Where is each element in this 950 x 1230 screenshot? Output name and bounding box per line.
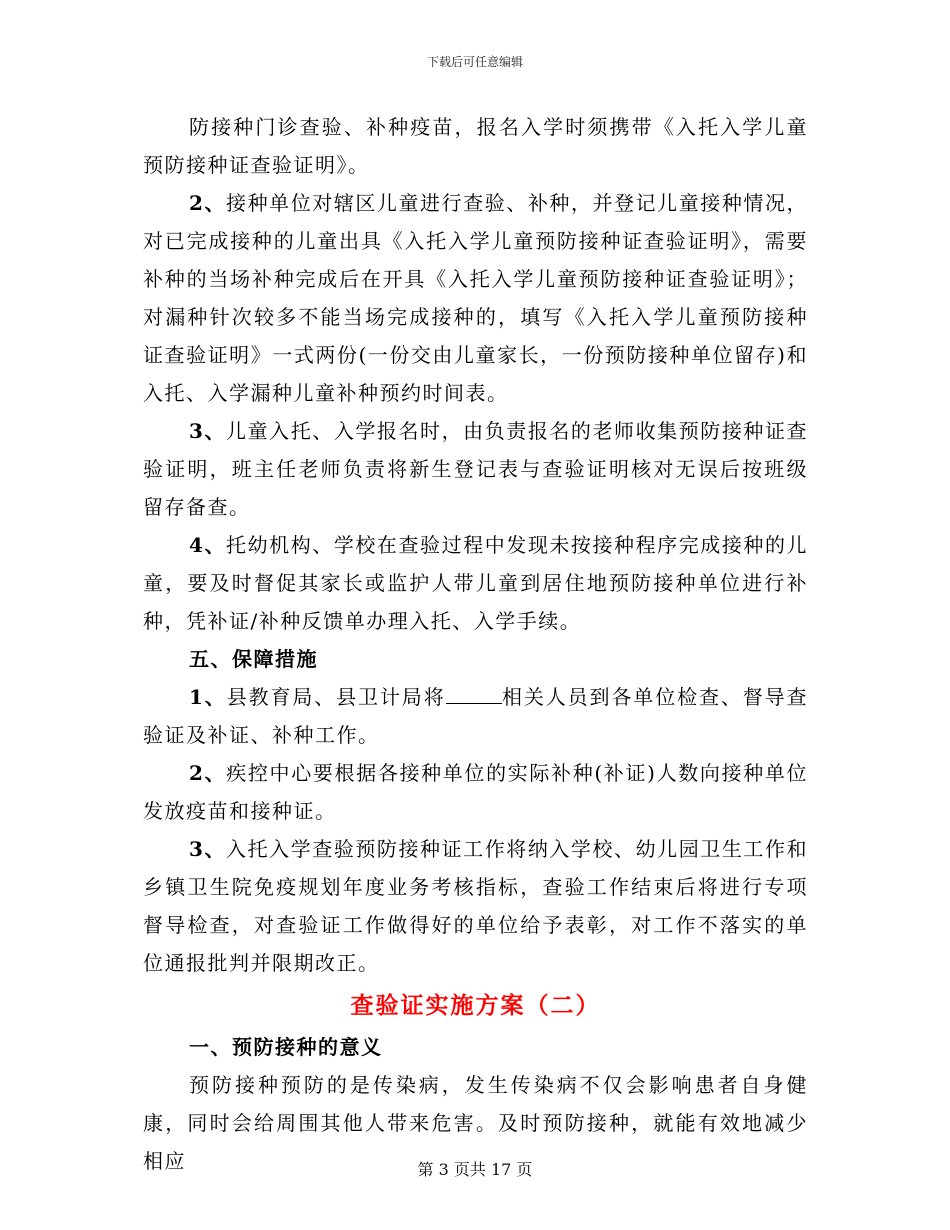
item-number: 3、	[189, 837, 227, 861]
item-number: 1、	[189, 685, 227, 709]
section-heading-significance: 一、预防接种的意义	[189, 1035, 383, 1059]
document-body	[143, 108, 808, 1180]
item-number: 4、	[189, 533, 227, 557]
item-text-before-blank: 县教育局、县卫计局将	[226, 685, 446, 709]
safeguard-item-3	[143, 830, 808, 982]
paragraph-significance: 预防接种预防的是传染病，发生传染病不仅会影响患者自身健康，同时会给周围其他人带来危害。及时预防接种，就能有效地减少相应	[143, 1073, 808, 1173]
paragraph-continuation: 防接种门诊查验、补种疫苗，报名入学时须携带《入托入学儿童预防接种证查验证明》。	[143, 115, 808, 177]
item-text: 疾控中心要根据各接种单位的实际补种(补证)人数向接种单位发放疫苗和接种证。	[143, 761, 808, 823]
paragraph-item-4	[143, 526, 808, 640]
item-text: 托幼机构、学校在查验过程中发现未按接种程序完成接种的儿童，要及时督促其家长或监护人带儿童到居住地预防接种单位进行补种，凭补证/补种反馈单办理入托、入学手续。	[143, 533, 808, 633]
item-text-after-blank: 相关人员到各单位检查、督导查验证及补证、补种工作。	[143, 685, 809, 747]
item-text: 入托入学查验预防接种证工作将纳入学校、幼儿园卫生工作和乡镇卫生院免疫规划年度业务考核指标，查验工作结束后将进行专项督导检查，对查验证工作做得好的单位给予表彰，对工作不落实的单位通报批判并限期改正。	[143, 837, 808, 975]
paragraph-item-3	[143, 412, 808, 526]
fill-in-blank	[446, 687, 502, 704]
item-number: 2、	[189, 761, 227, 785]
item-text: 儿童入托、入学报名时，由负责报名的老师收集预防接种证查验证明，班主任老师负责将新生登记表与查验证明核对无误后按班级留存备查。	[143, 419, 808, 519]
section-heading-safeguards: 五、保障措施	[189, 647, 318, 671]
safeguard-item-2	[143, 754, 808, 830]
page-footer: 第 3 页共 17 页	[417, 1160, 533, 1179]
page-header: 下载后可任意编辑	[426, 55, 523, 69]
item-number: 2、	[189, 191, 227, 215]
paragraph-item-2	[143, 184, 808, 412]
item-number: 3、	[189, 419, 227, 443]
document-title: 查验证实施方案（二）	[350, 992, 601, 1019]
item-text: 接种单位对辖区儿童进行查验、补种，并登记儿童接种情况，对已完成接种的儿童出具《入托入学儿童预防接种证查验证明》，需要补种的当场补种完成后在开具《入托入学儿童预防接种证查验证明》；对漏种针次较多不能当场完成接种的，填写《入托入学儿童预防接种证查验证明》一式两份(一份交由儿童家长，一份预防接种单位留存)和入托、入学漏种儿童补种预约时间表。	[143, 191, 808, 405]
safeguard-item-1	[143, 678, 808, 754]
